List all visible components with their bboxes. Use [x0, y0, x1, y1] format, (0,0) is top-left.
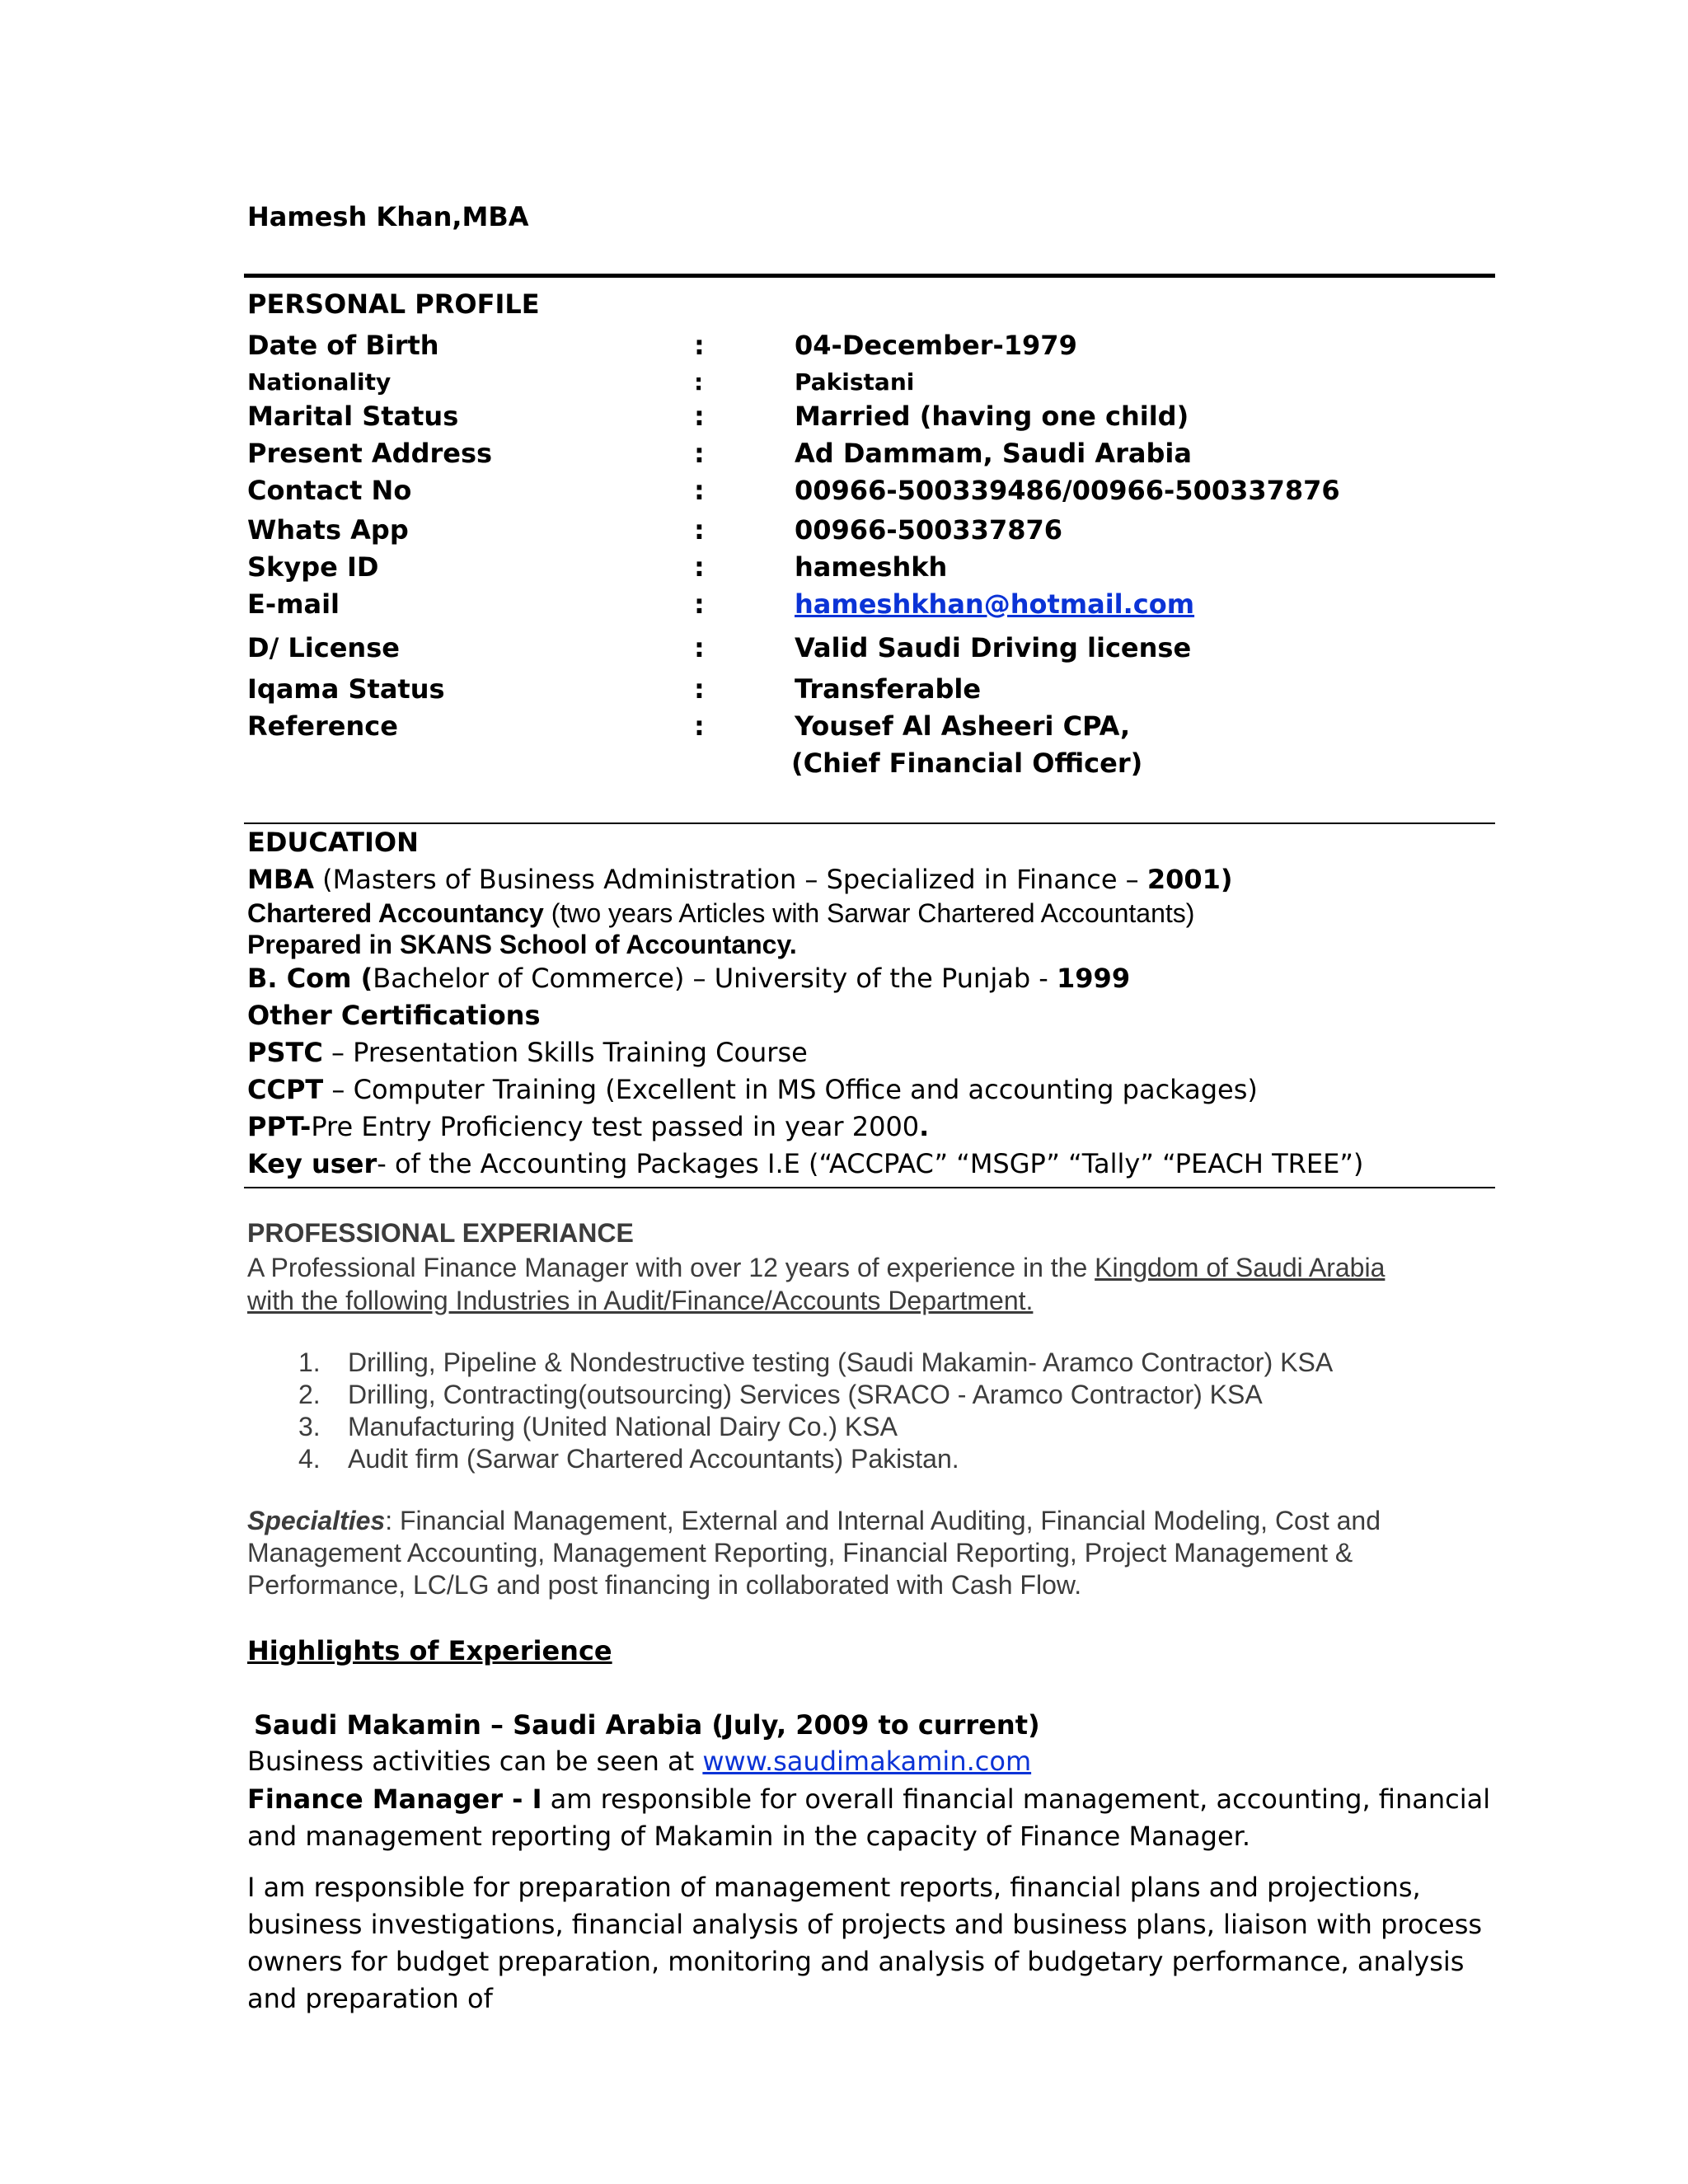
specialties — [247, 1505, 1500, 1601]
profile-colon: : — [694, 438, 705, 469]
edu-pstc-text: – Presentation Skills Training Course — [322, 1037, 808, 1068]
edu-pstc — [247, 1037, 808, 1068]
responsibilities-paragraph: I am responsible for preparation of management reports, financial plans and projections, business investigations, financial analysis of projects and business plans, liaison with process owners for budget preparation, monitoring and analysis of budgetary performance, analysis and preparation of — [247, 1872, 1483, 2014]
profile-label: Whats App — [247, 514, 409, 546]
experience-intro — [247, 1251, 1500, 1317]
list-item — [247, 1443, 1333, 1475]
profile-label: Reference — [247, 710, 398, 742]
profile-row-email — [247, 588, 1484, 625]
edu-key-user — [247, 1148, 1363, 1179]
profile-colon: : — [694, 330, 705, 361]
edu-bcom-year: 1999 — [1057, 963, 1131, 994]
experience-heading: PROFESSIONAL EXPERIANCE — [247, 1218, 634, 1248]
profile-value: Pakistani — [795, 368, 915, 396]
profile-value: Married (having one child) — [795, 401, 1189, 432]
edu-ppt-bold: PPT- — [247, 1111, 312, 1142]
profile-value: Ad Dammam, Saudi Arabia — [795, 438, 1192, 469]
profile-label: Marital Status — [247, 401, 459, 432]
edu-mba — [247, 864, 1233, 895]
edu-bcom-bold: B. Com ( — [247, 963, 373, 994]
edu-ccpt — [247, 1074, 1258, 1105]
list-item — [247, 1347, 1333, 1379]
job-title: Saudi Makamin – Saudi Arabia (July, 2009 to current) — [254, 1709, 1040, 1741]
edu-pstc-bold: PSTC — [247, 1037, 323, 1068]
specialties-label: Specialties — [247, 1506, 386, 1535]
profile-label: E-mail — [247, 588, 340, 620]
profile-label: Skype ID — [247, 551, 379, 583]
profile-label: Iqama Status — [247, 673, 445, 705]
profile-colon: : — [694, 710, 705, 742]
list-item — [247, 1411, 1333, 1443]
list-text: Drilling, Pipeline & Nondestructive testing (Saudi Makamin- Aramco Contractor) KSA — [348, 1347, 1334, 1377]
profile-label: Contact No — [247, 475, 412, 506]
section-divider — [244, 823, 1495, 824]
profile-colon: : — [694, 401, 705, 432]
experience-intro-underline: with the following Industries in Audit/Finance/Accounts Department. — [247, 1286, 1034, 1315]
profile-colon: : — [694, 514, 705, 546]
education-heading: EDUCATION — [247, 827, 419, 858]
edu-mba-text: (Masters of Business Administration – Specialized in Finance – — [314, 864, 1147, 895]
edu-ccpt-text: – Computer Training (Excellent in MS Office and accounting packages) — [323, 1074, 1258, 1105]
edu-bcom — [247, 963, 1130, 994]
profile-label: D/ License — [247, 632, 400, 663]
role-paragraph — [247, 1781, 1500, 1855]
specialties-text: : Financial Management, External and Internal Auditing, Financial Modeling, Cost and Management Accounting, Management Reporting, Financial Reporting, Project Management & Performance, LC/LG and post financing in collaborated with Cash Flow. — [247, 1506, 1381, 1600]
industries-list — [247, 1347, 1333, 1475]
profile-label: Present Address — [247, 438, 493, 469]
profile-value: hameshkh — [795, 551, 948, 583]
edu-key-bold: Key user — [247, 1148, 377, 1179]
candidate-name: Hamesh Khan,MBA — [247, 201, 529, 232]
profile-value: 04-December-1979 — [795, 330, 1077, 361]
edu-ccpt-bold: CCPT — [247, 1074, 324, 1105]
profile-row-contact — [247, 475, 1484, 511]
list-item — [247, 1379, 1333, 1411]
highlights-heading: Highlights of Experience — [247, 1635, 612, 1666]
profile-label: Nationality — [247, 368, 392, 396]
list-number: 3. — [298, 1412, 321, 1441]
experience-intro-underline: Kingdom of Saudi Arabia — [1095, 1253, 1386, 1282]
list-text: Drilling, Contracting(outsourcing) Services (SRACO - Aramco Contractor) KSA — [348, 1380, 1263, 1409]
edu-bcom-text: Bachelor of Commerce) – University of the Punjab - — [373, 963, 1057, 994]
profile-row-iqama — [247, 673, 1484, 710]
edu-skans: Prepared in SKANS School of Accountancy. — [247, 930, 797, 959]
business-activities-text: Business activities can be seen at — [247, 1746, 703, 1777]
profile-row-reference — [247, 710, 1484, 747]
profile-colon: : — [694, 475, 705, 506]
section-divider — [244, 1187, 1495, 1188]
edu-key-text: - of the Accounting Packages I.E (“ACCPAC” “MSGP” “Tally” “PEACH TREE”) — [377, 1148, 1364, 1179]
list-text: Audit firm (Sarwar Chartered Accountants) Pakistan. — [348, 1444, 959, 1474]
profile-value: (Chief Financial Officer) — [791, 748, 1143, 779]
profile-row-license — [247, 632, 1484, 668]
profile-colon: : — [694, 368, 704, 396]
role-text: am responsible for overall financial management, accounting, financial and management reporting of Makamin in the capacity of Finance Manager. — [247, 1783, 1491, 1852]
profile-row-dob — [247, 330, 1484, 366]
profile-colon: : — [694, 551, 705, 583]
profile-value: Transferable — [795, 673, 982, 705]
profile-row-nationality — [247, 368, 1484, 405]
profile-row-reference-title — [247, 748, 1484, 784]
edu-ppt-end: . — [919, 1111, 930, 1142]
header-divider — [244, 274, 1495, 278]
profile-value: Valid Saudi Driving license — [795, 632, 1192, 663]
company-website-link[interactable]: www.saudimakamin.com — [702, 1746, 1032, 1777]
profile-row-marital — [247, 401, 1484, 437]
business-activities — [247, 1746, 1031, 1777]
edu-ppt — [247, 1111, 929, 1142]
personal-profile-heading: PERSONAL PROFILE — [247, 288, 540, 320]
edu-ppt-text: Pre Entry Proficiency test passed in year 2000 — [311, 1111, 920, 1142]
role-bold: Finance Manager - I — [247, 1783, 542, 1815]
list-number: 4. — [298, 1444, 321, 1474]
profile-row-address — [247, 438, 1484, 474]
profile-value: Yousef Al Asheeri CPA, — [795, 710, 1131, 742]
profile-row-whatsapp — [247, 514, 1484, 551]
profile-value: 00966-500337876 — [795, 514, 1062, 546]
edu-ca — [247, 898, 1194, 929]
edu-mba-bold: MBA — [247, 864, 314, 895]
experience-intro-text: A Professional Finance Manager with over 12 years of experience in the — [247, 1253, 1095, 1282]
profile-value: 00966-500339486/00966-500337876 — [795, 475, 1340, 506]
list-number: 1. — [298, 1347, 321, 1377]
profile-label: Date of Birth — [247, 330, 439, 361]
email-link[interactable]: hameshkhan@hotmail.com — [795, 588, 1195, 620]
edu-mba-year: 2001) — [1146, 864, 1233, 895]
list-text: Manufacturing (United National Dairy Co.) KSA — [348, 1412, 898, 1441]
edu-ca-bold: Chartered Accountancy — [247, 898, 544, 928]
profile-colon: : — [694, 673, 705, 705]
profile-row-skype — [247, 551, 1484, 588]
profile-colon: : — [694, 588, 705, 620]
edu-other-certifications: Other Certifications — [247, 1000, 541, 1031]
edu-ca-text: (two years Articles with Sarwar Chartered Accountants) — [543, 898, 1195, 928]
profile-colon: : — [694, 632, 705, 663]
list-number: 2. — [298, 1380, 321, 1409]
